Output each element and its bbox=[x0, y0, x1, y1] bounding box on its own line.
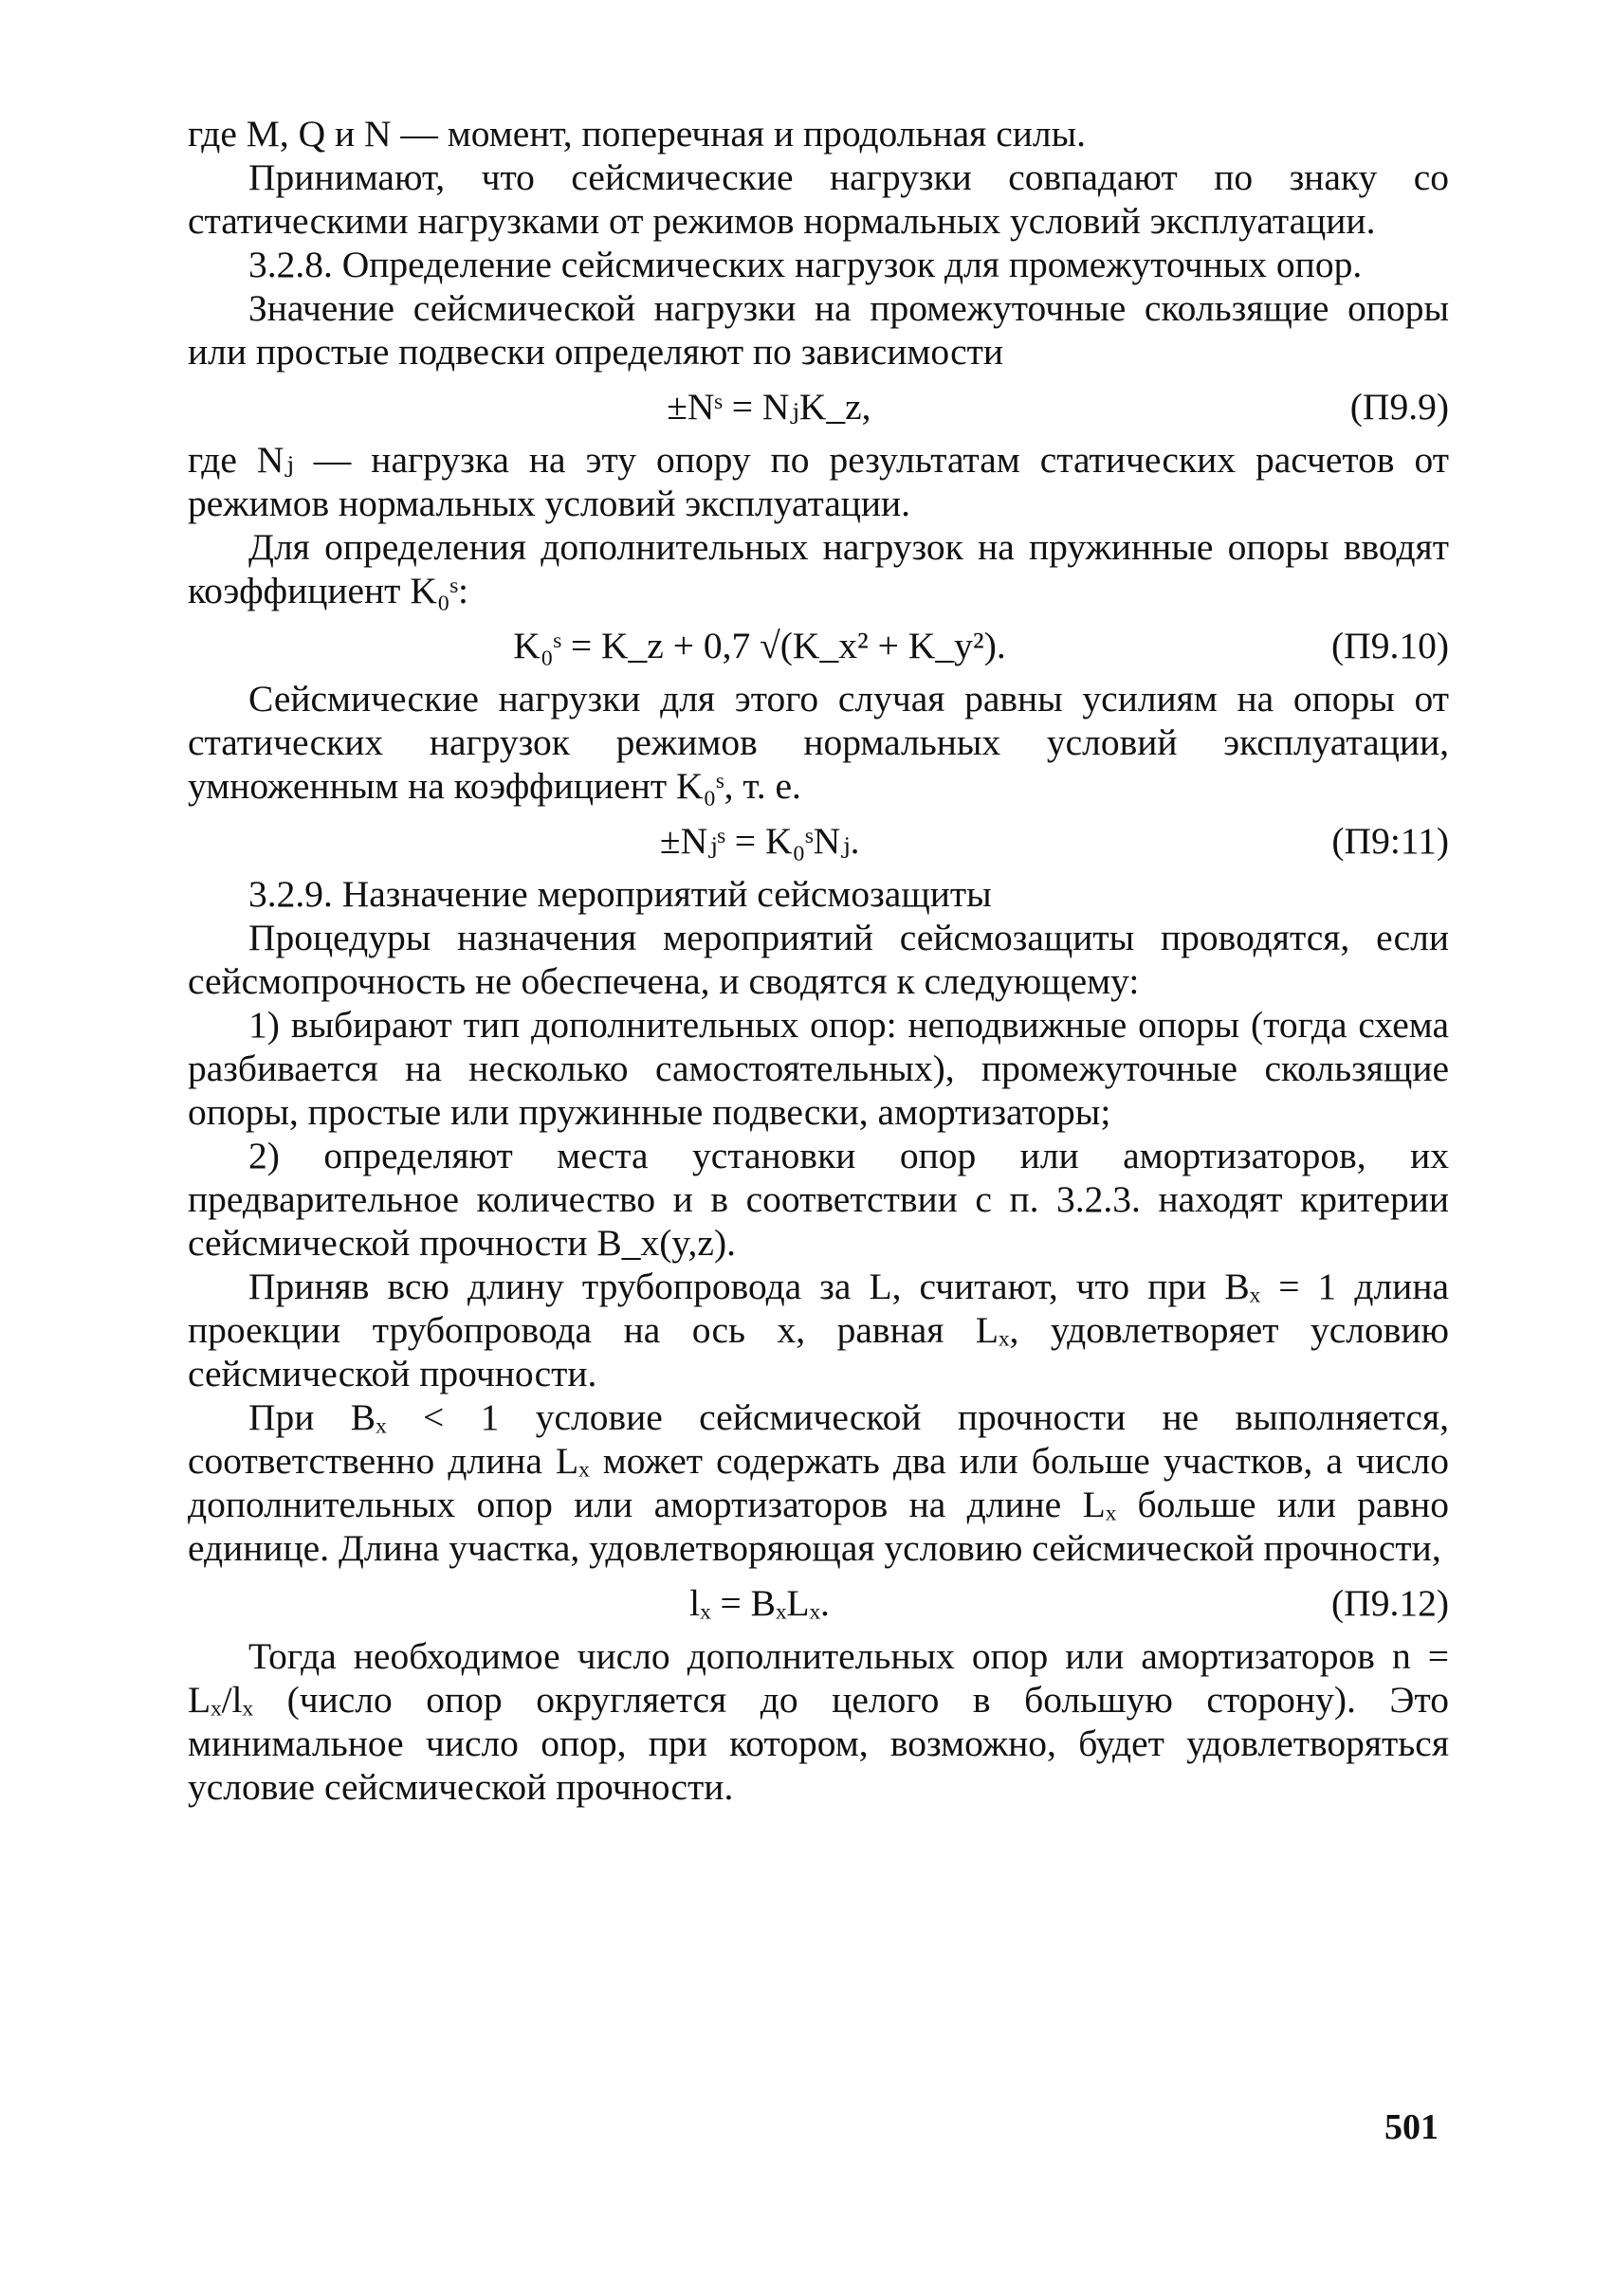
formula-number: (П9.10) bbox=[1331, 625, 1449, 666]
formula-number: (П9.9) bbox=[1349, 386, 1449, 428]
formula-expression: ±Nˢ = NⱼK_z, bbox=[667, 386, 871, 428]
formula-number: (П9.12) bbox=[1331, 1582, 1449, 1624]
list-item-1: 1) выбирают тип дополнительных опор: неподвижные опоры (тогда схема разбивается на несколько самостоятельных), промежуточные скользящие опоры, простые или пружинные подвески, амортизаторы; bbox=[188, 1004, 1449, 1133]
paragraph-support-count: Тогда необходимое число дополнительных опор или амортизаторов n = Lₓ/lₓ (число опор округляется до целого в большую сторону). Это минимальное число опор, при котором, возможно, будет удовлетворяться условие сейсмической прочности. bbox=[188, 1635, 1449, 1808]
formula-expression: lₓ = BₓLₓ. bbox=[689, 1582, 830, 1624]
paragraph-sign-assumption: Принимают, что сейсмические нагрузки совпадают по знаку со статическими нагрузками от режимов нормальных условий эксплуатации. bbox=[188, 156, 1449, 242]
section-heading-3-2-9: 3.2.9. Назначение мероприятий сейсмозащиты bbox=[248, 873, 992, 915]
paragraph-intermediate-supports: Значение сейсмической нагрузки на промежуточные скользящие опоры или простые подвески определяют по зависимости bbox=[188, 287, 1449, 373]
formula-p9-9 bbox=[188, 385, 1449, 428]
paragraph-seismic-loads-equal: Сейсмические нагрузки для этого случая равны усилиям на опоры от статических нагрузок режимов нормальных условий эксплуатации, умноженным на коэффициент K₀ˢ, т. е. bbox=[188, 678, 1449, 807]
document-page bbox=[188, 112, 1449, 1809]
formula-p9-11 bbox=[188, 819, 1449, 863]
paragraph-spring-supports: Для определения дополнительных нагрузок на пружинные опоры вводят коэффициент K₀ˢ: bbox=[188, 526, 1449, 611]
formula-expression: ±Nⱼˢ = K₀ˢNⱼ. bbox=[659, 820, 860, 862]
paragraph-procedures: Процедуры назначения мероприятий сейсмозащиты проводятся, если сейсмопрочность не обеспечена, и сводятся к следующему: bbox=[188, 917, 1449, 1002]
page-number: 501 bbox=[1384, 2107, 1439, 2147]
paragraph-pipeline-length: Приняв всю длину трубопровода за L, считают, что при Bₓ = 1 длина проекции трубопровода на ось x, равная Lₓ, удовлетворяет условию сейсмической прочности. bbox=[188, 1266, 1449, 1394]
paragraph-definitions: где M, Q и N — момент, поперечная и продольная силы. bbox=[188, 113, 1087, 155]
formula-expression: K₀ˢ = K_z + 0,7 √(K_x² + K_y²). bbox=[513, 625, 1006, 666]
formula-p9-12 bbox=[188, 1581, 1449, 1625]
section-heading-3-2-8: 3.2.8. Определение сейсмических нагрузок для промежуточных опор. bbox=[248, 244, 1363, 285]
paragraph-load-definition: где Nⱼ — нагрузка на эту опору по результатам статических расчетов от режимов нормальных условий эксплуатации. bbox=[188, 439, 1449, 524]
list-item-2: 2) определяют места установки опор или амортизаторов, их предварительное количество и в соответствии с п. 3.2.3. находят критерии сейсмической прочности B_x(y,z). bbox=[188, 1135, 1449, 1264]
paragraph-strength-not-met: При Bₓ < 1 условие сейсмической прочности не выполняется, соответственно длина Lₓ может содержать два или больше участков, а число дополнительных опор или амортизаторов на длине Lₓ больше или равно единице. Длина участка, удовлетворяющая условию сейсмической прочности, bbox=[188, 1396, 1449, 1569]
formula-p9-10 bbox=[188, 624, 1449, 667]
formula-number: (П9:11) bbox=[1331, 820, 1449, 862]
